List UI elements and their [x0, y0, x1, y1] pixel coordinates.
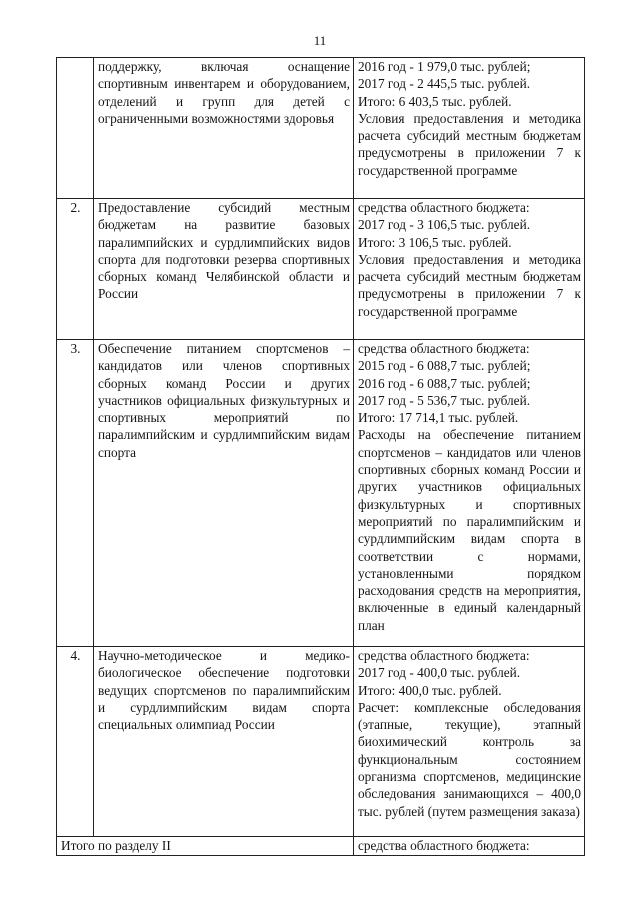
row-number	[57, 58, 94, 199]
funding-line: 2017 год - 5 536,7 тыс. рублей.	[358, 392, 531, 408]
funding-line: 2016 год - 1 979,0 тыс. рублей;	[358, 59, 531, 74]
funding-line: Итого: 17 714,1 тыс. рублей.	[358, 410, 519, 426]
row-number: 4.	[57, 647, 94, 837]
funding-line: Итого: 6 403,5 тыс. рублей.	[358, 93, 512, 109]
funding-note: Условия предоставления и методика расчета субсидий местным бюджетам предусмотрены в приложении 7 к государственной программе	[358, 110, 581, 178]
funding-line: средства областного бюджета:	[358, 341, 530, 356]
page-number: 11	[313, 33, 327, 48]
funding-note: Расчет: комплексные обследования (этапные, текущие), этапный биохимический контроль за функциональным состоянием организма спортсменов, медицинские обследования занимающихся – 400,0 тыс. рублей (путем размещения заказа)	[358, 699, 581, 819]
section-total-label: Итого по разделу II	[57, 837, 354, 856]
table-row	[57, 647, 585, 837]
funding-line: 2015 год - 6 088,7 тыс. рублей;	[358, 358, 531, 374]
funding-line: 2016 год - 6 088,7 тыс. рублей;	[358, 375, 531, 391]
event-description: Научно-методическое и медико-биологическое обеспечение подготовки ведущих спортсменов по паралимпийским и сурдлимпийским видам спорта специальных олимпиад России	[94, 647, 354, 837]
row-number: 2.	[57, 199, 94, 340]
funding-note: Условия предоставления и методика расчета субсидий местным бюджетам предусмотрены в приложении 7 к государственной программе	[358, 251, 581, 319]
funding-line: 2017 год - 2 445,5 тыс. рублей.	[358, 76, 531, 92]
funding-line: Итого: 3 106,5 тыс. рублей.	[358, 234, 512, 250]
funding-cell	[354, 199, 585, 340]
funding-cell	[354, 58, 585, 199]
funding-cell	[354, 647, 585, 837]
funding-line: Итого: 400,0 тыс. рублей.	[358, 682, 502, 698]
funding-cell	[354, 340, 585, 647]
event-description: Обеспечение питанием спортсменов – кандидатов или членов спортивных сборных команд России и других участников официальных физкультурных и спортивных мероприятий по паралимпийским и сурдлимпийским видам спорта	[94, 340, 354, 647]
funding-table	[56, 57, 585, 856]
funding-line: средства областного бюджета:	[358, 648, 530, 663]
funding-note: Расходы на обеспечение питанием спортсменов – кандидатов или членов спортивных сборных команд России и других участников официальных физкультурных и спортивных мероприятий по паралимпийским и сурдлимпийским видам спорта в соответствии с нормами, установленными порядком расходования средств на мероприятия, включенные в единый календарный план	[358, 427, 581, 633]
funding-line: 2017 год - 3 106,5 тыс. рублей.	[358, 217, 531, 233]
event-description: Предоставление субсидий местным бюджетам на развитие базовых паралимпийских и сурдлимпийских видов спорта для подготовки резерва спортивных сборных команд Челябинской области и России	[94, 199, 354, 340]
table-row	[57, 340, 585, 647]
event-description: поддержку, включая оснащение спортивным инвентарем и оборудованием, отделений и групп для детей с ограниченными возможностями здоровья	[94, 58, 354, 199]
table-row	[57, 199, 585, 340]
funding-line: средства областного бюджета:	[358, 200, 530, 215]
table-row	[57, 58, 585, 199]
summary-row	[57, 837, 585, 856]
funding-line: 2017 год - 400,0 тыс. рублей.	[358, 665, 521, 681]
row-number: 3.	[57, 340, 94, 647]
section-total-value: средства областного бюджета:	[354, 837, 585, 856]
